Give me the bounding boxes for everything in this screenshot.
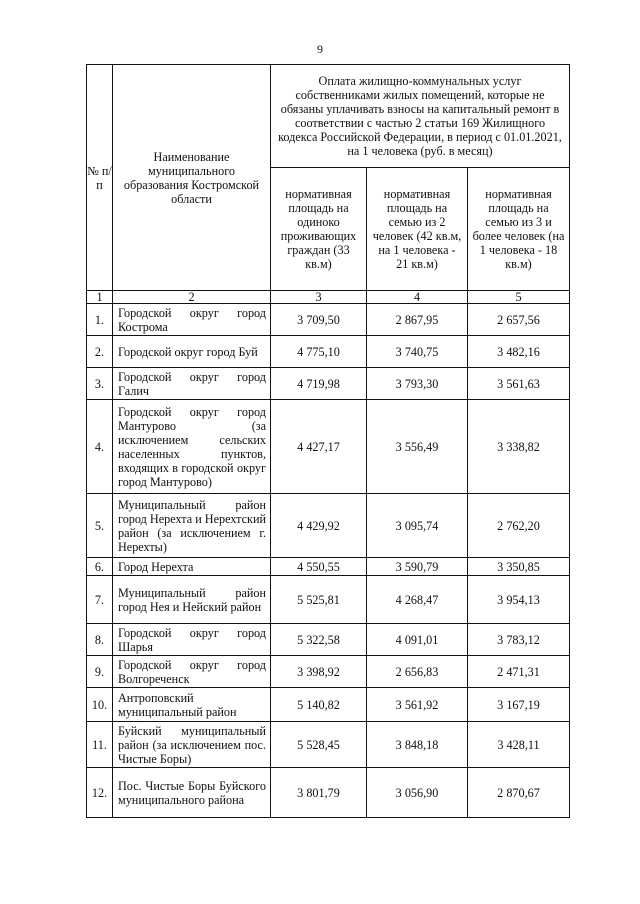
column-number: 5 (468, 291, 570, 304)
value-family-3plus: 3 428,11 (468, 722, 570, 768)
municipality-name: Пос. Чистые Боры Буйского муниципального района (113, 768, 271, 818)
value-family-3plus: 2 471,31 (468, 656, 570, 688)
row-number: 11. (87, 722, 113, 768)
value-family-3plus: 3 350,85 (468, 558, 570, 576)
value-single: 3 398,92 (271, 656, 367, 688)
value-family-3plus: 3 954,13 (468, 576, 570, 624)
column-number: 1 (87, 291, 113, 304)
value-single: 4 550,55 (271, 558, 367, 576)
value-family-3plus: 3 338,82 (468, 400, 570, 494)
value-family-2: 3 793,30 (367, 368, 468, 400)
value-single: 5 528,45 (271, 722, 367, 768)
value-family-2: 4 091,01 (367, 624, 468, 656)
tariff-table (86, 64, 570, 818)
municipality-name: Муниципальный район город Нерехта и Нерехтский район (за исключением г. Нерехты) (113, 494, 271, 558)
municipality-name: Муниципальный район город Нея и Нейский район (113, 576, 271, 624)
value-single: 3 709,50 (271, 304, 367, 336)
column-number: 3 (271, 291, 367, 304)
value-single: 5 525,81 (271, 576, 367, 624)
value-single: 4 427,17 (271, 400, 367, 494)
municipality-name: Антроповский муниципальный район (113, 688, 271, 722)
row-number: 12. (87, 768, 113, 818)
value-family-2: 3 056,90 (367, 768, 468, 818)
value-family-2: 3 848,18 (367, 722, 468, 768)
value-family-2: 2 867,95 (367, 304, 468, 336)
table-row (87, 722, 570, 768)
header-col5: нормативная площадь на семью из 3 и более человек (на 1 человека - 18 кв.м) (468, 168, 570, 291)
table-row (87, 558, 570, 576)
value-single: 4 719,98 (271, 368, 367, 400)
table-row (87, 688, 570, 722)
value-single: 5 140,82 (271, 688, 367, 722)
value-family-2: 3 590,79 (367, 558, 468, 576)
column-numbers-row (87, 291, 570, 304)
value-single: 5 322,58 (271, 624, 367, 656)
table-row (87, 768, 570, 818)
page-number: 9 (317, 42, 323, 56)
value-family-3plus: 2 870,67 (468, 768, 570, 818)
row-number: 8. (87, 624, 113, 656)
value-single: 4 429,92 (271, 494, 367, 558)
row-number: 6. (87, 558, 113, 576)
municipality-name: Городской округ город Кострома (113, 304, 271, 336)
header-col4: нормативная площадь на семью из 2 человек (42 кв.м, на 1 человека - 21 кв.м) (367, 168, 468, 291)
value-family-2: 2 656,83 (367, 656, 468, 688)
header-col-group: Оплата жилищно-коммунальных услуг собственниками жилых помещений, которые не обязаны уплачивать взносы на капитальный ремонт в соответствии с частью 2 статьи 169 Жилищного кодекса Российской Федерации, в период с 01.01.2021, на 1 человека (руб. в месяц) (271, 65, 570, 168)
header-col-no: № п/п (87, 65, 113, 291)
value-family-2: 3 095,74 (367, 494, 468, 558)
row-number: 9. (87, 656, 113, 688)
row-number: 1. (87, 304, 113, 336)
header-row (87, 65, 570, 168)
value-family-3plus: 3 167,19 (468, 688, 570, 722)
value-family-3plus: 3 482,16 (468, 336, 570, 368)
value-family-2: 3 561,92 (367, 688, 468, 722)
table-row (87, 494, 570, 558)
value-family-3plus: 2 762,20 (468, 494, 570, 558)
value-single: 4 775,10 (271, 336, 367, 368)
table-row (87, 624, 570, 656)
value-family-2: 3 740,75 (367, 336, 468, 368)
table-row (87, 368, 570, 400)
value-family-3plus: 3 561,63 (468, 368, 570, 400)
municipality-name: Буйский муниципальный район (за исключением пос. Чистые Боры) (113, 722, 271, 768)
value-family-3plus: 3 783,12 (468, 624, 570, 656)
value-family-3plus: 2 657,56 (468, 304, 570, 336)
municipality-name: Городской округ город Волгореченск (113, 656, 271, 688)
table-row (87, 336, 570, 368)
value-family-2: 4 268,47 (367, 576, 468, 624)
column-number: 4 (367, 291, 468, 304)
table-row (87, 304, 570, 336)
header-col3: нормативная площадь на одиноко проживающих граждан (33 кв.м) (271, 168, 367, 291)
value-single: 3 801,79 (271, 768, 367, 818)
table-row (87, 656, 570, 688)
column-number: 2 (113, 291, 271, 304)
municipality-name: Городской округ город Мантурово (за исключением сельских населенных пунктов, входящих в городской округ город Мантурово) (113, 400, 271, 494)
header-col-name: Наименование муниципального образования Костромской области (113, 65, 271, 291)
row-number: 3. (87, 368, 113, 400)
row-number: 5. (87, 494, 113, 558)
row-number: 7. (87, 576, 113, 624)
row-number: 4. (87, 400, 113, 494)
table-row (87, 400, 570, 494)
table-row (87, 576, 570, 624)
row-number: 10. (87, 688, 113, 722)
municipality-name: Городской округ город Галич (113, 368, 271, 400)
municipality-name: Городской округ город Шарья (113, 624, 271, 656)
value-family-2: 3 556,49 (367, 400, 468, 494)
row-number: 2. (87, 336, 113, 368)
municipality-name: Город Нерехта (113, 558, 271, 576)
municipality-name: Городской округ город Буй (113, 336, 271, 368)
